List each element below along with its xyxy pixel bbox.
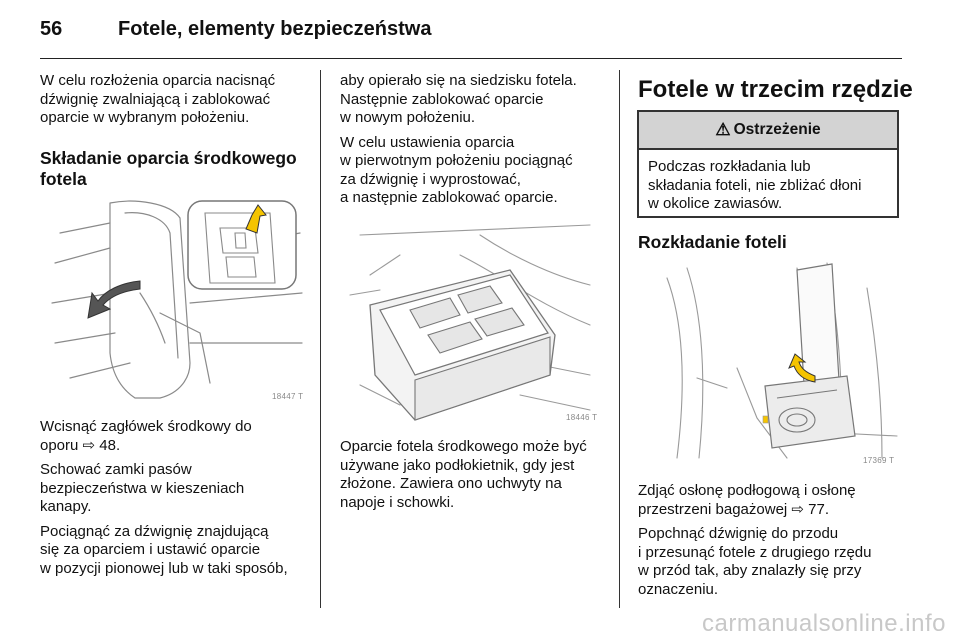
text-line: i przesunąć fotele z drugiego rzędu [638,543,872,561]
text-line: w pierwotnym położeniu pociągnąć [340,152,573,169]
text-line: za dźwignię i wyprostować, [340,170,521,188]
text-line: używane jako podłokietnik, gdy jest [340,456,575,474]
figure-id: 18447 T [272,392,304,401]
text-line: Podczas rozkładania lub [648,158,811,175]
col1-intro [40,72,310,128]
section-title-third-row: Fotele w trzecim rzędzie [638,76,913,103]
col2-text-bottom [340,438,615,512]
page-title: Fotele, elementy bezpieczeństwa [118,18,432,40]
text-line: a następnie zablokować oparcie. [340,189,558,206]
section-heading-folding-middle-seat [40,148,315,190]
text-line: w przód tak, aby znalazły się przy [638,562,862,579]
warning-box [637,110,899,218]
text-line: Schować zamki pasów [40,461,192,478]
header-divider [40,58,902,59]
text-line: oparcie w wybranym położeniu. [40,109,250,126]
text-line: złożone. Zawiera ono uchwyty na [340,475,562,492]
heading-line: fotela [40,169,87,189]
text-line: Popchnąć dźwignię do przodu [638,525,839,542]
text-line: kanapy. [40,498,92,515]
figure-id: 18446 T [566,413,598,422]
figure-third-row-lever-illustration [637,258,902,468]
text-line: oporu ⇨ 48. [40,436,121,454]
text-line: bezpieczeństwa w kieszeniach [40,479,245,497]
text-line: Oparcie fotela środkowego może być [340,438,587,455]
text-line: w nowym położeniu. [340,109,476,126]
text-line: aby opierało się na siedzisku fotela. [340,72,577,89]
text-line: Pociągnąć za dźwignię znajdującą [40,522,269,540]
text-line: się za oparciem i ustawić oparcie [40,541,261,558]
text-line: napoje i schowki. [340,493,455,511]
warning-triangle-icon: ⚠ [715,120,731,139]
text-line: Wcisnąć zagłówek środkowy do [40,418,252,435]
figure-armrest-illustration [340,215,605,425]
marker-icon [763,416,768,423]
text-line: dźwignię zwalniającą i zablokować [40,90,271,108]
col2-text-top [340,72,615,208]
text-line: w okolice zawiasów. [648,195,783,212]
text-line: oznaczeniu. [638,580,719,598]
column-divider-1 [320,70,321,608]
text-line: składania foteli, nie zbliżać dłoni [648,176,862,194]
figure-seat-fold-illustration [40,193,310,403]
col1-steps [40,418,315,578]
warning-header [639,112,897,150]
warning-body [639,150,897,222]
figure-id: 17369 T [863,456,895,465]
column-divider-2 [619,70,620,608]
text-line: przestrzeni bagażowej ⇨ 77. [638,500,830,518]
watermark: carmanualsonline.info [702,610,946,637]
text-line: Następnie zablokować oparcie [340,90,544,108]
text-line: W celu ustawienia oparcia [340,133,515,151]
page-number: 56 [40,18,63,40]
text-line: W celu rozłożenia oparcia nacisnąć [40,72,276,89]
text-line: w pozycji pionowej lub w taki sposób, [40,559,288,577]
text-line: Zdjąć osłonę podłogową i osłonę [638,482,856,499]
subheading-unfolding-seats: Rozkładanie foteli [638,232,787,252]
warning-title: Ostrzeżenie [733,121,821,138]
heading-line: Składanie oparcia środkowego [40,148,297,168]
col3-steps [638,482,903,599]
fold-arrow-icon [88,281,140,318]
